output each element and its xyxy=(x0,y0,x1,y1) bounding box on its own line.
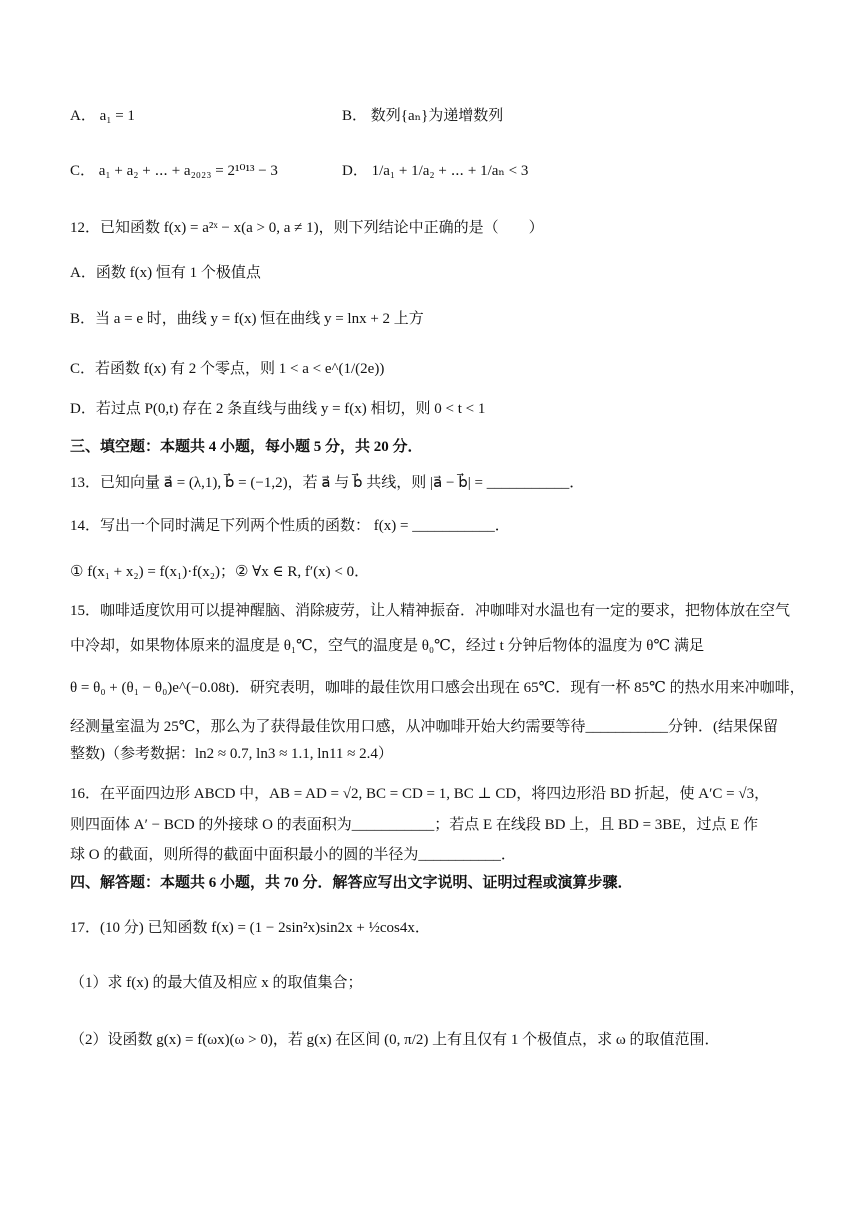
question-15-line-4: 经测量室温为 25℃，那么为了获得最佳饮用口感，从冲咖啡开始大约需要等待___________分钟．(结果保留 xyxy=(70,719,779,735)
question-16-line-3: 球 O 的截面，则所得的截面中面积最小的圆的半径为___________． xyxy=(70,847,516,863)
question-16-line-2: 则四面体 A′ − BCD 的外接球 O 的表面积为___________；若点 E 在线段 BD 上，且 BD = 3BE，过点 E 作 xyxy=(70,817,759,833)
option-12-d: D．若过点 P(0,t) 存在 2 条直线与曲线 y = f(x) 相切，则 0 < t < 1 xyxy=(70,401,486,417)
section-3-heading: 三、填空题：本题共 4 小题，每小题 5 分，共 20 分． xyxy=(70,439,423,455)
option-11-b: B． 数列{aₙ}为递增数列 xyxy=(342,108,504,124)
question-14-stem: 14．写出一个同时满足下列两个性质的函数： f(x) = ___________． xyxy=(70,518,510,534)
question-15-line-1: 15．咖啡适度饮用可以提神醒脑、消除疲劳，让人精神振奋．冲咖啡对水温也有一定的要求，把物体放在空气 xyxy=(70,603,791,619)
question-15-line-2: 中冷却，如果物体原来的温度是 θ₁℃，空气的温度是 θ₀℃，经过 t 分钟后物体的温度为 θ℃ 满足 xyxy=(70,638,705,654)
question-13: 13．已知向量 a⃗ = (λ,1), b⃗ = (−1,2)，若 a⃗ 与 b⃗ 共线，则 |a⃗ − b⃗| = ___________． xyxy=(70,475,585,491)
option-12-c: C．若函数 f(x) 有 2 个零点，则 1 < a < e^(1/(2e)) xyxy=(70,361,385,377)
question-15-line-3: θ = θ₀ + (θ₁ − θ₀)e^(−0.08t)．研究表明，咖啡的最佳饮用口感会出现在 65℃．现有一杯 85℃ 的热水用来冲咖啡， xyxy=(70,680,805,696)
question-15-line-5: 整数)（参考数据：ln2 ≈ 0.7, ln3 ≈ 1.1, ln11 ≈ 2.4） xyxy=(70,746,393,762)
option-12-a: A．函数 f(x) 恒有 1 个极值点 xyxy=(70,265,261,281)
question-17-part-1: （1）求 f(x) 的最大值及相应 x 的取值集合； xyxy=(70,975,363,991)
option-11-d: D． 1/a₁ + 1/a₂ + ⋯ + 1/aₙ < 3 xyxy=(342,163,529,179)
option-12-b: B．当 a = e 时，曲线 y = f(x) 恒在曲线 y = lnx + 2 上方 xyxy=(70,311,424,327)
question-17-stem: 17．(10 分) 已知函数 f(x) = (1 − 2sin²x)sin2x + ½cos4x． xyxy=(70,920,430,936)
option-11-a: A． a₁ = 1 xyxy=(70,108,135,124)
question-12-stem: 12．已知函数 f(x) = a²ˣ − x(a > 0, a ≠ 1)，则下列结论中正确的是（ ） xyxy=(70,220,544,236)
option-11-c: C． a₁ + a₂ + ⋯ + a₂₀₂₃ = 2¹⁰¹³ − 3 xyxy=(70,163,278,179)
question-17-part-2: （2）设函数 g(x) = f(ωx)(ω > 0)，若 g(x) 在区间 (0, π/2) 上有且仅有 1 个极值点，求 ω 的取值范围． xyxy=(70,1032,720,1048)
question-16-line-1: 16．在平面四边形 ABCD 中，AB = AD = √2, BC = CD = 1, BC ⊥ CD，将四边形沿 BD 折起，使 A′C = √3， xyxy=(70,786,770,802)
section-4-heading: 四、解答题：本题共 6 小题，共 70 分．解答应写出文字说明、证明过程或演算步骤． xyxy=(70,875,633,891)
question-14-properties: ① f(x₁ + x₂) = f(x₁)·f(x₂)；② ∀x ∈ R, f′(x) < 0． xyxy=(70,564,370,580)
